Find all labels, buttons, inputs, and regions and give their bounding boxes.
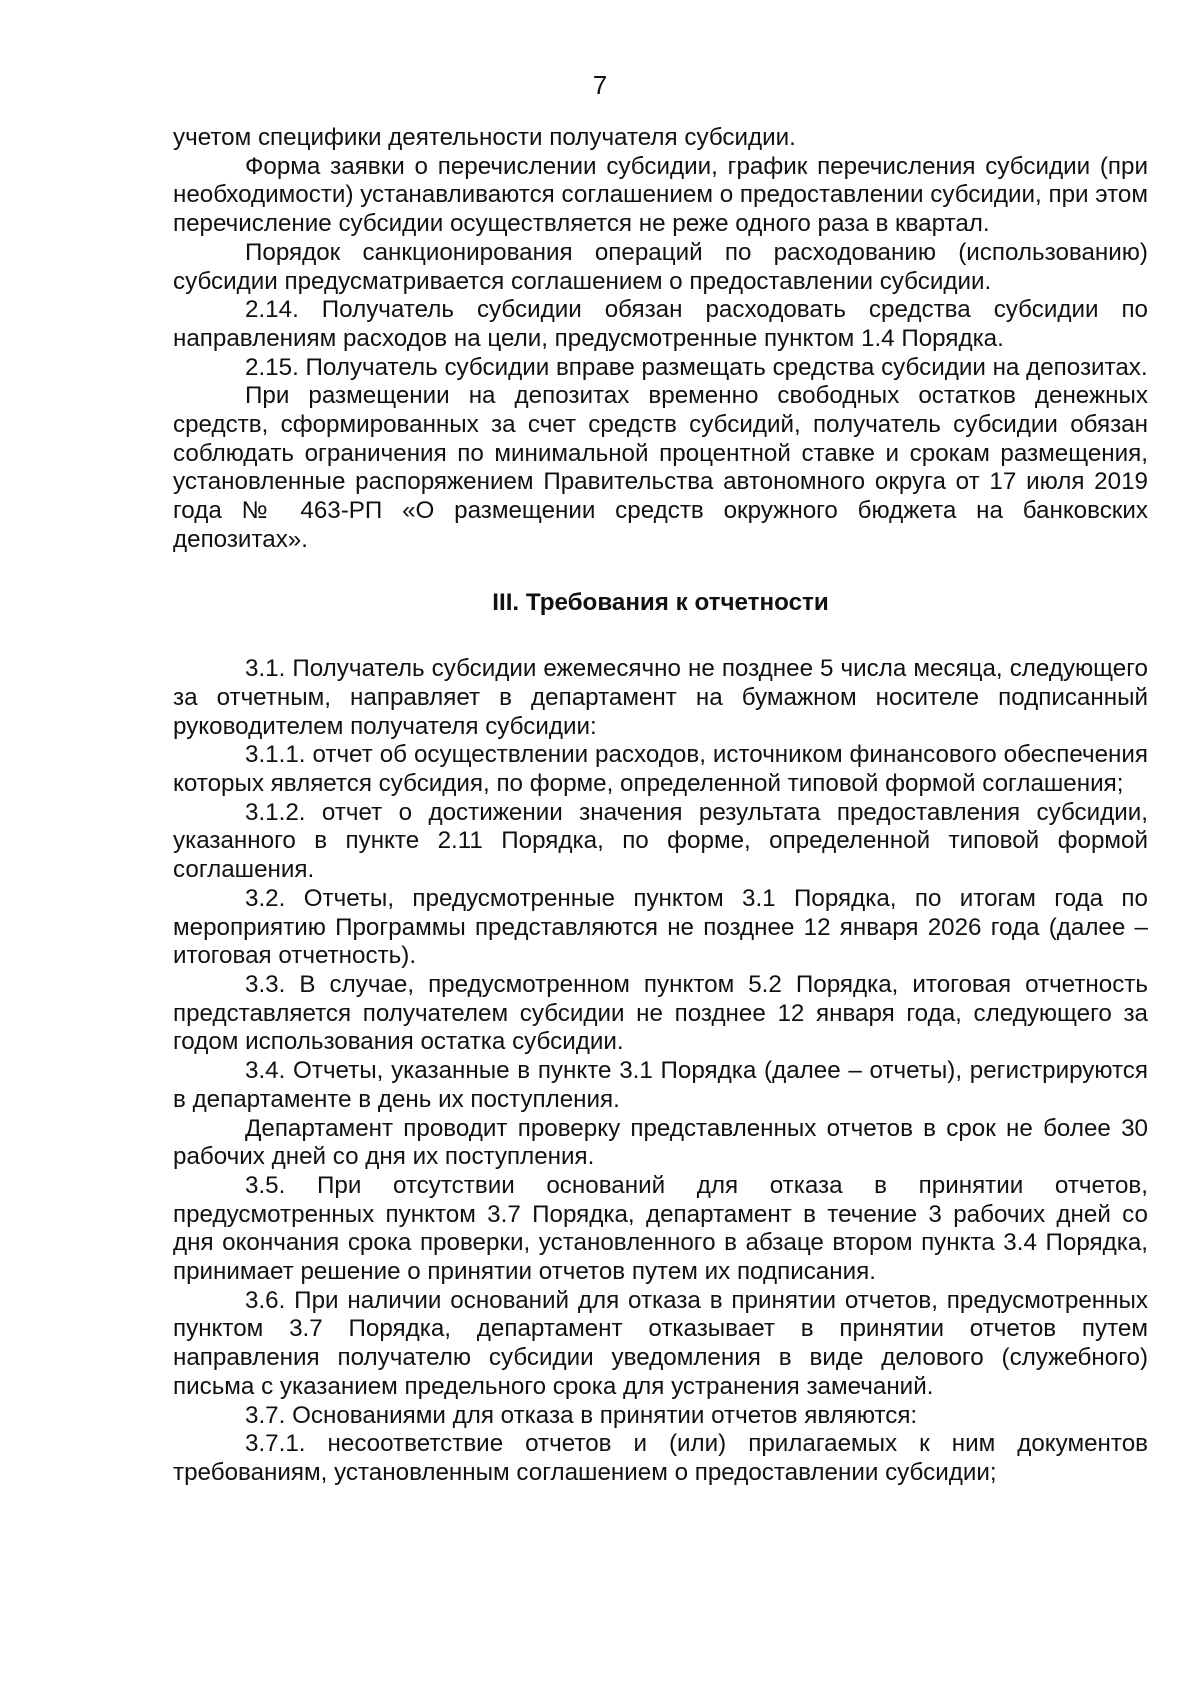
paragraph: 3.5. При отсутствии оснований для отказа в принятии отчетов, предусмотренных пунктом 3.7 Порядка, департамент в течение 3 рабочих дней со дня окончания срока проверки, установленного в абзаце втором пункта 3.4 Порядка, принимает решение о принятии отчетов путем их подписания. (173, 1171, 1148, 1286)
paragraph: 3.3. В случае, предусмотренном пунктом 5.2 Порядка, итоговая отчетность представляется получателем субсидии не позднее 12 января года, следующего за годом использования остатка субсидии. (173, 970, 1148, 1056)
paragraph: При размещении на депозитах временно свободных остатков денежных средств, сформированных за счет средств субсидий, получатель субсидии обязан соблюдать ограничения по минимальной процентной ставке и срокам размещения, установленные распоряжением Правительства автономного округа от 17 июля 2019 года № 463-РП «О размещении средств окружного бюджета на банковских депозитах». (173, 382, 1148, 553)
paragraph: Департамент проводит проверку представленных отчетов в срок не более 30 рабочих дней со дня их поступления. (173, 1114, 1148, 1171)
paragraph: 3.4. Отчеты, указанные в пункте 3.1 Порядка (далее – отчеты), регистрируются в департаменте в день их поступления. (173, 1057, 1148, 1113)
paragraph: 3.7.1. несоответствие отчетов и (или) прилагаемых к ним документов требованиям, установленным соглашением о предоставлении субсидии; (173, 1430, 1148, 1486)
paragraph: 3.1. Получатель субсидии ежемесячно не позднее 5 числа месяца, следующего за отчетным, направляет в департамент на бумажном носителе подписанный руководителем получателя субсидии: (173, 655, 1148, 740)
document-body (173, 124, 1148, 1488)
paragraph: 3.6. При наличии оснований для отказа в принятии отчетов, предусмотренных пунктом 3.7 Порядка, департамент отказывает в принятии отчетов путем направления получателю субсидии уведомления в виде делового (служебного) письма с указанием предельного срока для устранения замечаний. (173, 1286, 1148, 1400)
paragraph: 3.2. Отчеты, предусмотренные пунктом 3.1 Порядка, по итогам года по мероприятию Программы представляются не позднее 12 января 2026 года (далее – итоговая отчетность). (173, 884, 1148, 970)
paragraph: 3.1.2. отчет о достижении значения результата предоставления субсидии, указанного в пункте 2.11 Порядка, по форме, определенной типовой формой соглашения. (173, 798, 1148, 884)
paragraph: Форма заявки о перечислении субсидии, график перечисления субсидии (при необходимости) устанавливаются соглашением о предоставлении субсидии, при этом перечисление субсидии осуществляется не реже одного раза в квартал. (173, 152, 1148, 238)
paragraph: 2.15. Получатель субсидии вправе размещать средства субсидии на депозитах. (245, 353, 1148, 381)
paragraph: 3.7. Основаниями для отказа в принятии отчетов являются: (245, 1401, 918, 1429)
page-number: 7 (592, 70, 608, 100)
paragraph: 2.14. Получатель субсидии обязан расходовать средства субсидии по направлениям расходов на цели, предусмотренные пунктом 1.4 Порядка. (173, 296, 1148, 352)
paragraph: Порядок санкционирования операций по расходованию (использованию) субсидии предусматривается соглашением о предоставлении субсидии. (173, 238, 1148, 295)
paragraph: учетом специфики деятельности получателя субсидии. (173, 124, 796, 151)
paragraph: 3.1.1. отчет об осуществлении расходов, источником финансового обеспечения которых является субсидия, по форме, определенной типовой формой соглашения; (173, 741, 1148, 798)
section-heading: III. Требования к отчетности (492, 588, 829, 616)
